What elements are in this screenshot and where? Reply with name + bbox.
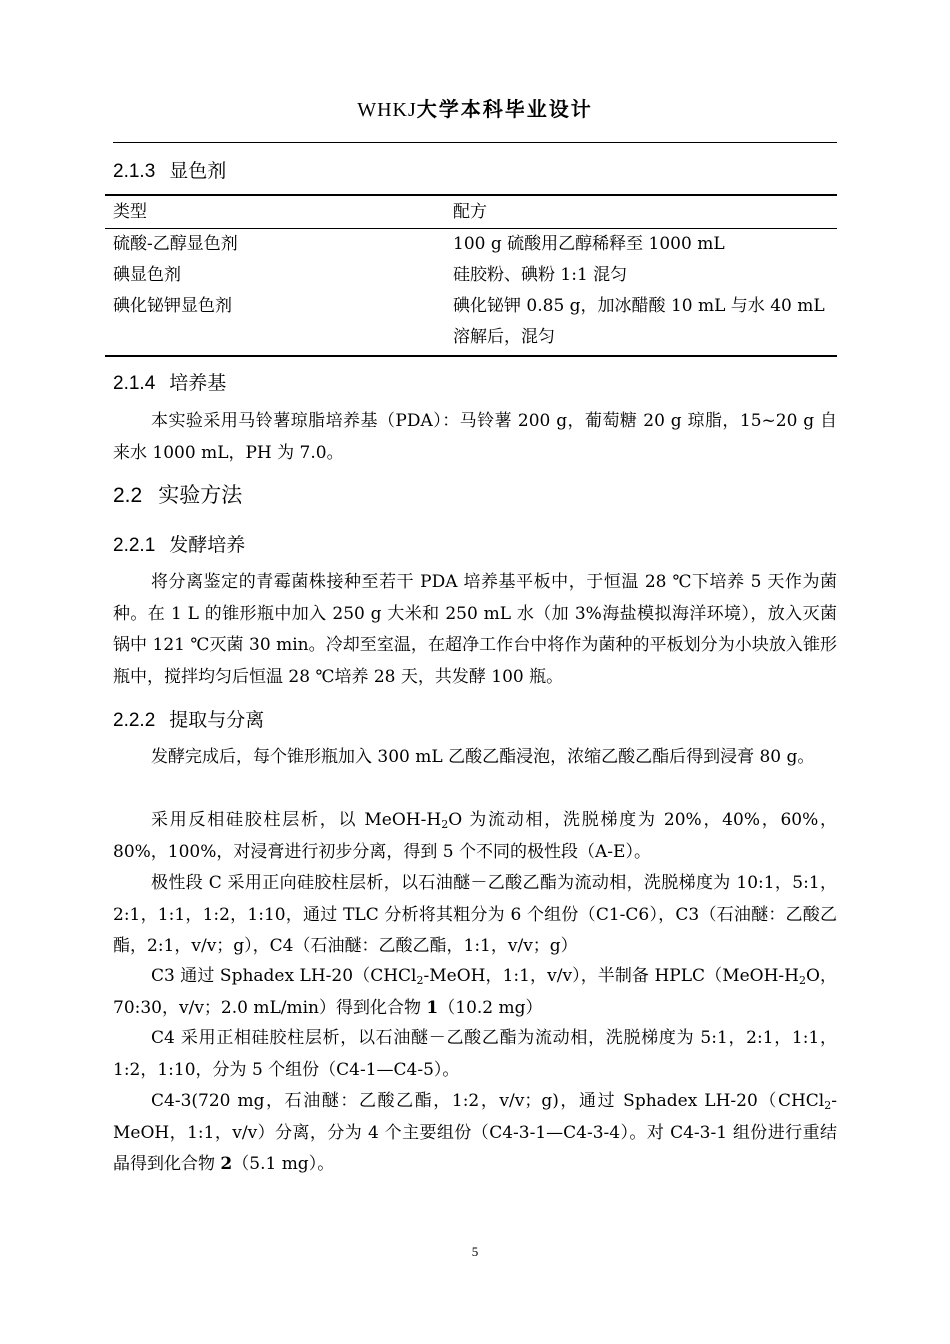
paragraph-compound-1 [113, 961, 837, 1024]
table-header-recipe: 配方 [453, 202, 487, 222]
paragraph-reverse-phase [113, 805, 837, 868]
text-run: -MeOH，1:1，v/v）分离，分为 4 个主要组份（C4-3-1—C4-3-4）。对 C4-3-1 组份进行重结晶得到化合物 [113, 1091, 837, 1174]
subscript: 2 [441, 818, 449, 831]
header-title: 大学本科毕业设计 [416, 97, 593, 121]
table-cell-type: 硫酸-乙醇显色剂 [113, 234, 238, 254]
text-run: O 为流动相，洗脱梯度为 20%，40%，60%，80%，100%，对浸膏进行初步分离，得到 5 个不同的极性段（A-E）。 [113, 810, 838, 862]
paragraph-fraction-c: 极性段 C 采用正向硅胶柱层析，以石油醚－乙酸乙酯为流动相，洗脱梯度为 10:1，5:1，2:1，1:1，1:2，1:10，通过 TLC 分析将其粗分为 6 个组份（C1-C6），C3（石油醚：乙酸乙酯，2:1，v/v；g），C4（石油醚：乙酸乙酯，1:1，v/v；g） [113, 873, 837, 956]
section-heading-2-2-2 [113, 705, 264, 732]
subscript: 2 [416, 974, 424, 987]
table-cell-type: 碘化铋钾显色剂 [113, 296, 232, 316]
compound-number: 2 [220, 1154, 233, 1174]
section-heading-2-1-4 [113, 368, 226, 395]
section-title: 实验方法 [158, 483, 243, 507]
text-run: -MeOH，1:1，v/v），半制备 HPLC（MeOH-H [423, 966, 799, 986]
subscript: 2 [824, 1099, 832, 1112]
text-run: C3 通过 Sphadex LH-20（CHCl [151, 966, 417, 986]
section-heading-2-1-3 [113, 156, 226, 183]
section-title: 显色剂 [169, 160, 227, 182]
page-number: 5 [471, 1244, 479, 1259]
table-cell-recipe: 碘化铋钾 0.85 g，加冰醋酸 10 mL 与水 40 mL [453, 296, 825, 316]
section-title: 培养基 [169, 372, 227, 394]
subscript: 2 [799, 974, 806, 987]
text-run: （10.2 mg） [438, 997, 543, 1018]
header-divider [113, 142, 837, 143]
table-top-rule [105, 194, 837, 196]
section-title: 发酵培养 [169, 534, 246, 556]
header-school-code: WHKJ [357, 99, 417, 121]
table-cell-recipe: 100 g 硫酸用乙醇稀释至 1000 mL [453, 234, 725, 254]
section-heading-2-2-1 [113, 530, 245, 557]
paragraph-fraction-c4: C4 采用正相硅胶柱层析，以石油醚－乙酸乙酯为流动相，洗脱梯度为 5:1，2:1，1:1，1:2，1:10，分为 5 个组份（C4-1—C4-5）。 [113, 1028, 837, 1080]
table-cell-recipe-continued: 溶解后，混匀 [453, 327, 555, 347]
section-number: 2.1.3 [113, 161, 156, 182]
table-cell-recipe: 硅胶粉、碘粉 1:1 混匀 [453, 265, 628, 285]
section-number: 2.1.4 [113, 373, 156, 394]
section-heading-2-2 [113, 479, 242, 509]
section-number: 2.2.2 [113, 710, 156, 731]
paragraph-compound-2 [113, 1086, 837, 1181]
table-header-type: 类型 [113, 202, 147, 222]
section-number: 2.2 [113, 484, 143, 507]
text-run: 采用反相硅胶柱层析，以 MeOH-H [151, 810, 442, 830]
section-title: 提取与分离 [169, 709, 265, 731]
paragraph-fermentation: 将分离鉴定的青霉菌株接种至若干 PDA 培养基平板中，于恒温 28 ℃下培养 5 天作为菌种。在 1 L 的锥形瓶中加入 250 g 大米和 250 mL 水（加 3%海盐模拟海洋环境），放入灭菌锅中 121 ℃灭菌 30 min。冷却至室温，在超净工作台中将作为菌种的平板划分为小块放入锥形瓶中，搅拌均匀后恒温 28 ℃培养 28 天，共发酵 100 瓶。 [113, 572, 837, 687]
text-run: C4-3(720 mg，石油醚：乙酸乙酯，1:2，v/v；g)，通过 Sphadex LH-20（CHCl [151, 1091, 825, 1111]
page-header [0, 93, 950, 122]
paragraph-extraction: 发酵完成后，每个锥形瓶加入 300 mL 乙酸乙酯浸泡，浓缩乙酸乙酯后得到浸膏 80 g。 [151, 747, 815, 767]
text-run: （5.1 mg）。 [232, 1154, 335, 1174]
table-cell-type: 碘显色剂 [113, 265, 181, 285]
paragraph-medium: 本实验采用马铃薯琼脂培养基（PDA）：马铃薯 200 g，葡萄糖 20 g 琼脂，15~20 g 自来水 1000 mL，PH 为 7.0。 [113, 411, 837, 463]
table-bottom-rule [105, 355, 837, 357]
section-number: 2.2.1 [113, 535, 156, 556]
compound-number: 1 [426, 997, 439, 1018]
text-run: O，70:30，v/v；2.0 mL/min）得到化合物 [113, 966, 838, 1018]
